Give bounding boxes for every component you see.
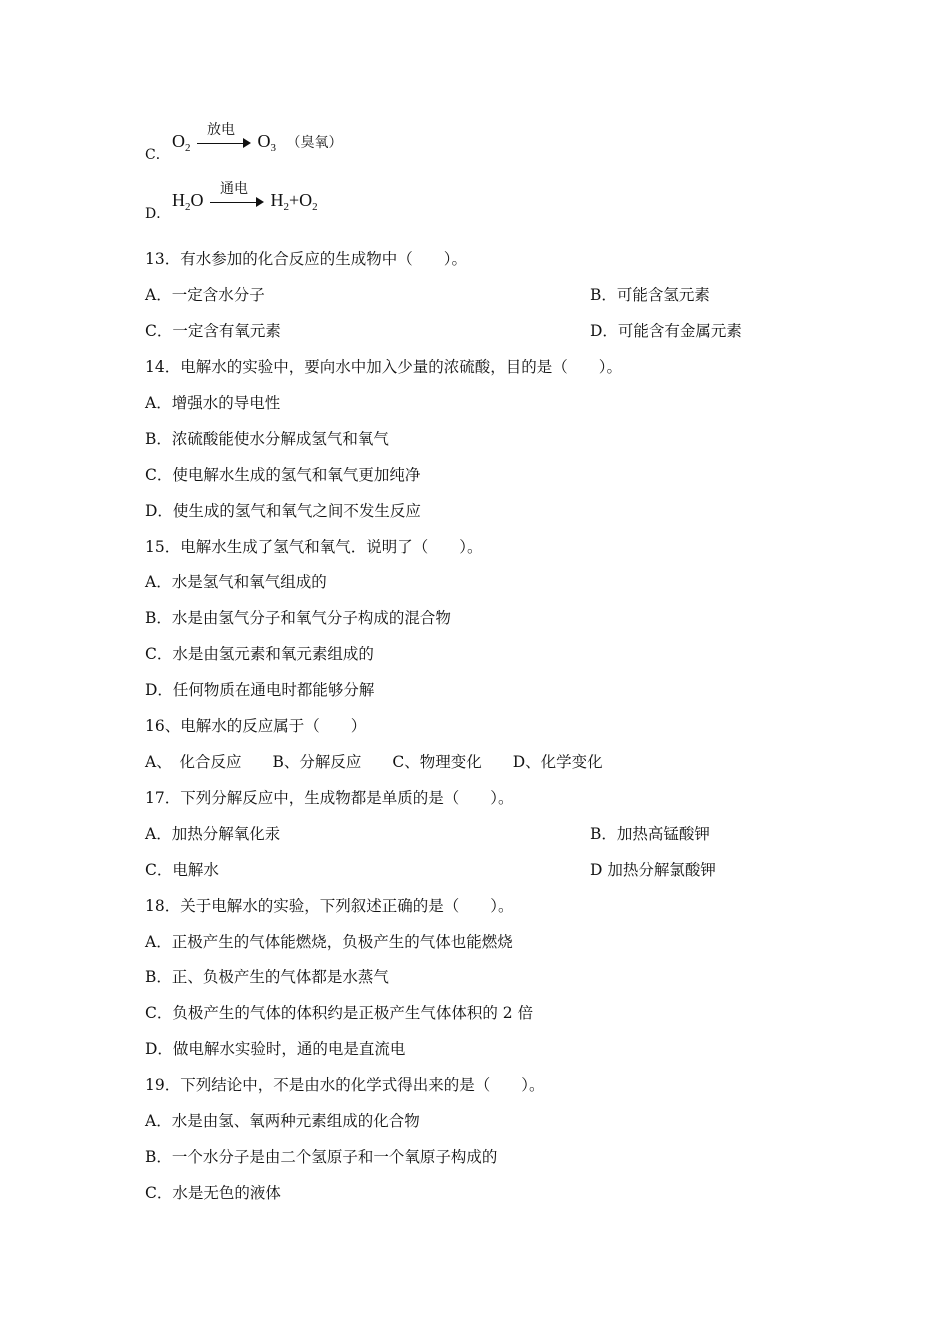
reaction-condition: 通电 [220, 180, 248, 197]
option: D．使生成的氢气和氧气之间不发生反应 [145, 502, 421, 520]
option: B．水是由氢气分子和氧气分子构成的混合物 [145, 609, 451, 627]
options-row [145, 285, 710, 305]
option: B．可能含氢元素 [590, 286, 710, 304]
question-18: 18．关于电解水的实验，下列叙述正确的是（ ）。 [145, 897, 514, 915]
reactant: O [190, 190, 204, 210]
plus-sign: + [289, 190, 300, 210]
option: C．一定含有氧元素 [145, 322, 281, 340]
subscript: 2 [185, 201, 191, 213]
option: A．加热分解氧化汞 [145, 825, 281, 843]
product: H [270, 190, 284, 210]
option: B．正、负极产生的气体都是水蒸气 [145, 968, 389, 986]
option: C．水是无色的液体 [145, 1184, 281, 1202]
option-label: D． [145, 206, 171, 222]
options-row [145, 321, 742, 341]
options-row: A、 化合反应 B、分解反应 C、物理变化 D、化学变化 [145, 753, 603, 771]
option: C．水是由氢元素和氧元素组成的 [145, 645, 374, 663]
product: O [257, 131, 271, 151]
reactant: O [172, 131, 185, 151]
question-15: 15．电解水生成了氢气和氧气．说明了（ ）。 [145, 538, 483, 556]
question-19: 19．下列结论中，不是由水的化学式得出来的是（ ）。 [145, 1076, 545, 1094]
option: D．可能含有金属元素 [590, 322, 742, 340]
question-16: 16、电解水的反应属于（ ） [145, 717, 367, 735]
reaction-arrow [210, 180, 264, 212]
option: C．负极产生的气体的体积约是正极产生气体体积的 2 倍 [145, 1004, 534, 1022]
option: D．做电解水实验时，通的电是直流电 [145, 1040, 406, 1058]
options-row [145, 824, 710, 844]
reactant: H [172, 190, 185, 210]
chemical-equation [172, 121, 343, 154]
chemical-equation [172, 180, 318, 213]
question-14: 14．电解水的实验中，要向水中加入少量的浓硫酸，目的是（ ）。 [145, 358, 622, 376]
option: A．水是由氢、氧两种元素组成的化合物 [145, 1112, 420, 1130]
subscript: 2 [185, 142, 191, 154]
reaction-condition: 放电 [207, 121, 235, 138]
option: C．使电解水生成的氢气和氧气更加纯净 [145, 466, 421, 484]
reaction-arrow [197, 121, 251, 153]
subscript: 3 [270, 142, 276, 154]
option: A．水是氢气和氧气组成的 [145, 573, 327, 591]
option: A．增强水的导电性 [145, 394, 281, 412]
question-13: 13．有水参加的化合反应的生成物中（ ）。 [145, 250, 467, 268]
option: B．加热高锰酸钾 [590, 825, 710, 843]
option: A．一定含水分子 [145, 286, 265, 304]
option: D．任何物质在通电时都能够分解 [145, 681, 375, 699]
question-17: 17．下列分解反应中，生成物都是单质的是（ ）。 [145, 789, 514, 807]
option: B．一个水分子是由二个氢原子和一个氧原子构成的 [145, 1148, 498, 1166]
subscript: 2 [312, 201, 318, 213]
equation-note: （臭氧） [286, 135, 343, 151]
options-row [145, 860, 716, 880]
option: D 加热分解氯酸钾 [590, 861, 716, 879]
option: C．电解水 [145, 861, 219, 879]
option: B．浓硫酸能使水分解成氢气和氧气 [145, 430, 389, 448]
option-label: C． [145, 147, 170, 163]
option: A．正极产生的气体能燃烧，负极产生的气体也能燃烧 [145, 933, 513, 951]
subscript: 2 [283, 201, 289, 213]
product: O [299, 190, 313, 210]
